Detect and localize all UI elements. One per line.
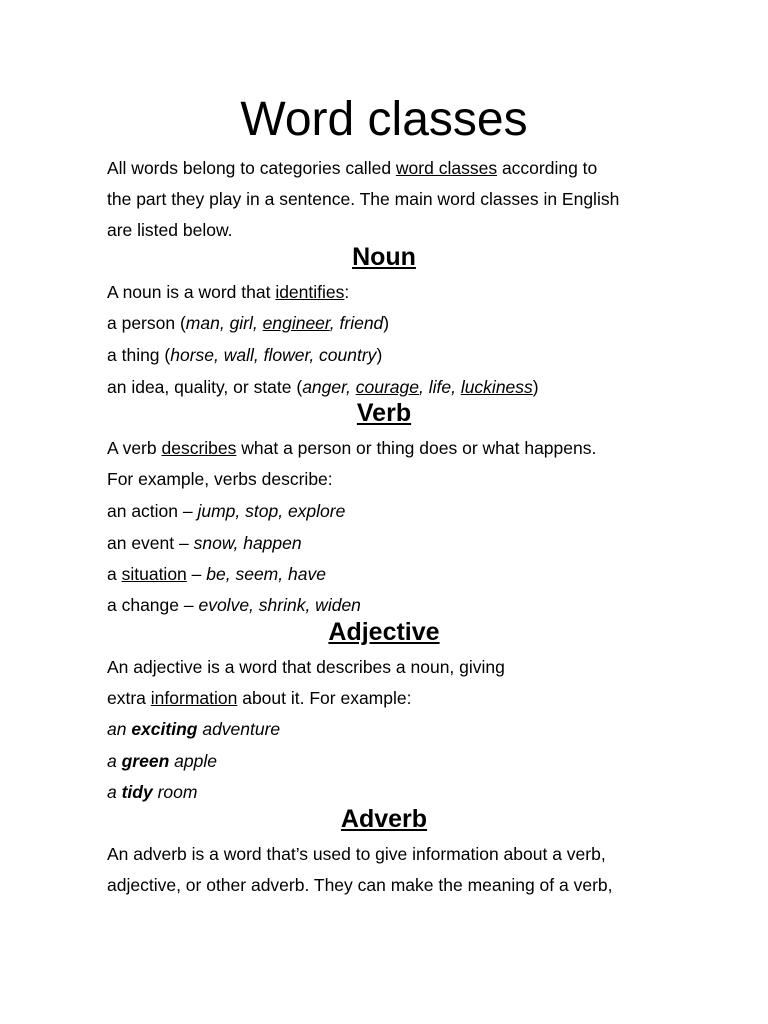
noun-example-thing	[107, 344, 727, 366]
example-words: horse, wall, flower, country	[170, 345, 377, 365]
example-words: evolve, shrink, widen	[198, 595, 361, 615]
verb-term-describes: describes	[161, 438, 237, 458]
heading-adverb: Adverb	[340, 805, 428, 833]
example-text: a	[107, 782, 122, 802]
example-text: a change –	[107, 595, 199, 615]
example-adjective: tidy	[121, 782, 153, 802]
example-text: –	[186, 564, 207, 584]
intro-line-3: are listed below.	[107, 220, 233, 240]
verb-def-text: what a person or thing does or what happens.	[236, 438, 597, 458]
noun-def-text: A noun is a word that	[107, 282, 276, 302]
example-term-luckiness: luckiness	[460, 377, 533, 397]
example-text: an idea, quality, or state (	[107, 377, 303, 397]
example-words: man, girl,	[185, 313, 263, 333]
example-text: an event –	[107, 533, 194, 553]
intro-line-2: the part they play in a sentence. The main word classes in English	[107, 189, 620, 209]
verb-example-situation	[107, 563, 727, 585]
verb-example-action	[107, 500, 727, 522]
intro-term-word-classes: word classes	[395, 158, 498, 178]
adjective-term-information: information	[150, 688, 238, 708]
example-text: a thing (	[107, 345, 171, 365]
example-adjective: exciting	[131, 719, 198, 739]
verb-def-text: A verb	[107, 438, 162, 458]
example-text: room	[152, 782, 198, 802]
example-text: apple	[169, 751, 217, 771]
example-text: a	[107, 564, 122, 584]
verb-example-event	[107, 532, 727, 554]
example-term-engineer: engineer	[262, 313, 330, 333]
example-words: snow, happen	[193, 533, 302, 553]
example-words: anger,	[302, 377, 356, 397]
example-text: a person (	[107, 313, 186, 333]
noun-example-person	[107, 312, 727, 334]
example-words: be, seem, have	[206, 564, 326, 584]
intro-text: All words belong to categories called	[107, 158, 396, 178]
example-text: an action –	[107, 501, 198, 521]
verb-definition	[107, 437, 727, 459]
example-text: )	[376, 345, 383, 365]
example-term-situation: situation	[121, 564, 187, 584]
noun-example-idea	[107, 376, 727, 398]
example-text: )	[383, 313, 390, 333]
intro-line-1	[107, 157, 727, 179]
example-words: , life,	[418, 377, 461, 397]
adjective-line-1: An adjective is a word that describes a noun, giving	[107, 657, 505, 677]
intro-text: according to	[497, 158, 598, 178]
adjective-example-1	[107, 718, 727, 740]
verb-example-change	[107, 594, 727, 616]
adjective-text: about it. For example:	[237, 688, 412, 708]
example-words: , friend	[329, 313, 384, 333]
adjective-text: extra	[107, 688, 151, 708]
heading-noun: Noun	[352, 243, 416, 271]
adjective-line-2	[107, 687, 727, 709]
heading-adjective: Adjective	[328, 618, 440, 646]
noun-def-text: :	[344, 282, 350, 302]
example-adjective: green	[121, 751, 170, 771]
example-term-courage: courage	[355, 377, 419, 397]
example-text: )	[532, 377, 539, 397]
adjective-example-3	[107, 781, 727, 803]
verb-line-2: For example, verbs describe:	[107, 469, 333, 489]
example-words: jump, stop, explore	[197, 501, 346, 521]
example-text: an	[107, 719, 132, 739]
example-text: a	[107, 751, 122, 771]
example-text: adventure	[197, 719, 281, 739]
adverb-line-1: An adverb is a word that’s used to give information about a verb,	[107, 844, 606, 864]
heading-verb: Verb	[356, 399, 412, 427]
noun-term-identifies: identifies	[275, 282, 345, 302]
adverb-line-2: adjective, or other adverb. They can make the meaning of a verb,	[107, 875, 613, 895]
adjective-example-2	[107, 750, 727, 772]
noun-definition	[107, 281, 727, 303]
page-title: Word classes	[240, 93, 528, 146]
